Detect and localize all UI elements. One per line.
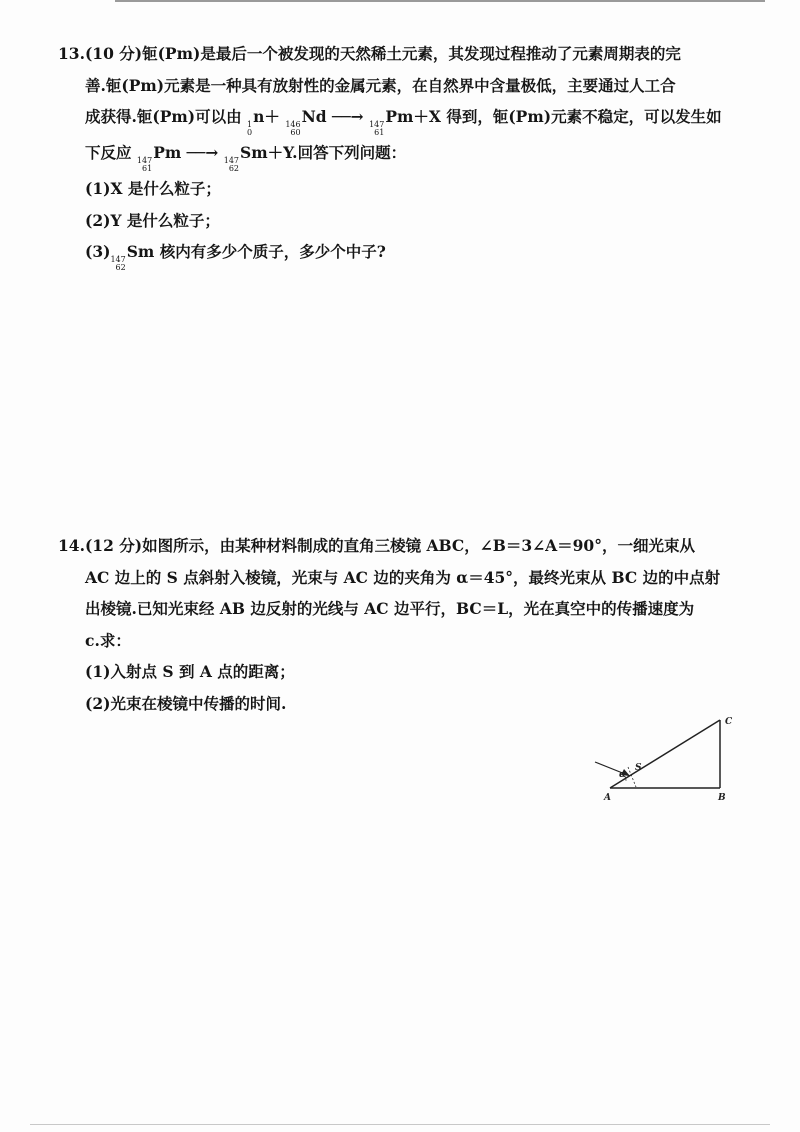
q14-line-1: 14.(12 分)如图所示，由某种材料制成的直角三棱镜 ABC，∠B＝3∠A＝90°，一细光束从 xyxy=(58,536,695,555)
nuclide-atomic: 62 xyxy=(115,263,126,272)
sm-nuclide-3 xyxy=(110,256,125,272)
label-alpha: α xyxy=(619,770,626,780)
q14-sub-1: (1)入射点 S 到 A 点的距离； xyxy=(85,662,295,681)
nuclide-symbol: Sm＋Y. xyxy=(240,143,298,162)
nuclide-symbol: Nd xyxy=(301,107,327,126)
q13-sub-1: (1)X 是什么粒子； xyxy=(85,179,221,198)
q13-line-3b: 得到，钷(Pm)元素不稳定，可以发生如 xyxy=(440,107,722,126)
q14-line-2: AC 边上的 S 点斜射入棱镜，光束与 AC 边的夹角为 α＝45°，最终光束从 BC 边的中点射 xyxy=(85,567,721,587)
pm-nuclide-2 xyxy=(137,157,152,173)
nuclide-atomic: 62 xyxy=(228,164,240,173)
prism-figure xyxy=(590,712,750,812)
q13-line-4a: 下反应 xyxy=(85,143,132,162)
sub-text: 核内有多少个质子，多少个中子? xyxy=(154,242,386,261)
nuclide-atomic: 60 xyxy=(290,128,301,137)
nuclide-mass: 147 xyxy=(223,156,240,165)
label-s: S xyxy=(635,763,642,773)
q13-line-3 xyxy=(58,101,748,137)
bottom-rule xyxy=(30,1124,770,1125)
q13-line-3a: 成获得.钷(Pm)可以由 xyxy=(85,107,242,126)
nuclide-mass: 147 xyxy=(136,156,153,165)
label-a: A xyxy=(604,793,611,803)
nuclide-mass: 147 xyxy=(369,120,385,129)
q13-line-2: 善.钷(Pm)元素是一种具有放射性的金属元素，在自然界中含量极低，主要通过人工合 xyxy=(85,75,676,95)
q14-line-3: 出棱镜.已知光束经 AB 边反射的光线与 AC 边平行，BC＝L，光在真空中的传播速度为 xyxy=(85,599,695,618)
q13-line-4b: 回答下列问题： xyxy=(297,143,407,162)
nuclide-atomic: 61 xyxy=(142,164,153,173)
nuclide-symbol: n＋ xyxy=(253,107,280,126)
question-14 xyxy=(58,530,748,719)
q13-line-1: 13.(10 分)钷(Pm)是最后一个被发现的天然稀土元素，其发现过程推动了元素周期表的完 xyxy=(58,44,681,63)
q13-sub-3 xyxy=(58,236,748,272)
reaction-arrow: ──→ xyxy=(186,143,219,162)
nuclide-atomic: 0 xyxy=(247,128,253,137)
neutron-nuclide xyxy=(247,121,252,137)
sm-nuclide xyxy=(224,157,239,173)
top-rule xyxy=(115,0,765,2)
edge-ac xyxy=(610,720,720,788)
q14-sub-2: (2)光束在棱镜中传播的时间. xyxy=(85,693,287,713)
reaction-arrow: ──→ xyxy=(332,107,364,126)
pm-nuclide xyxy=(369,121,384,137)
nuclide-symbol: Sm xyxy=(126,242,155,261)
nuclide-symbol: Pm xyxy=(153,143,182,162)
q14-line-4: c.求： xyxy=(85,630,131,650)
label-c: C xyxy=(725,717,733,727)
q13-line-4 xyxy=(58,137,748,173)
nuclide-symbol: Pm＋X xyxy=(385,107,441,126)
q13-sub-2: (2)Y 是什么粒子； xyxy=(85,210,220,230)
question-13 xyxy=(58,38,748,272)
nd-nuclide xyxy=(285,121,300,137)
nuclide-mass: 146 xyxy=(285,120,301,129)
sub-prefix: (3) xyxy=(85,242,111,261)
nuclide-mass: 1 xyxy=(247,120,253,129)
nuclide-atomic: 61 xyxy=(374,128,385,137)
nuclide-mass: 147 xyxy=(110,255,126,264)
label-b: B xyxy=(718,793,726,803)
